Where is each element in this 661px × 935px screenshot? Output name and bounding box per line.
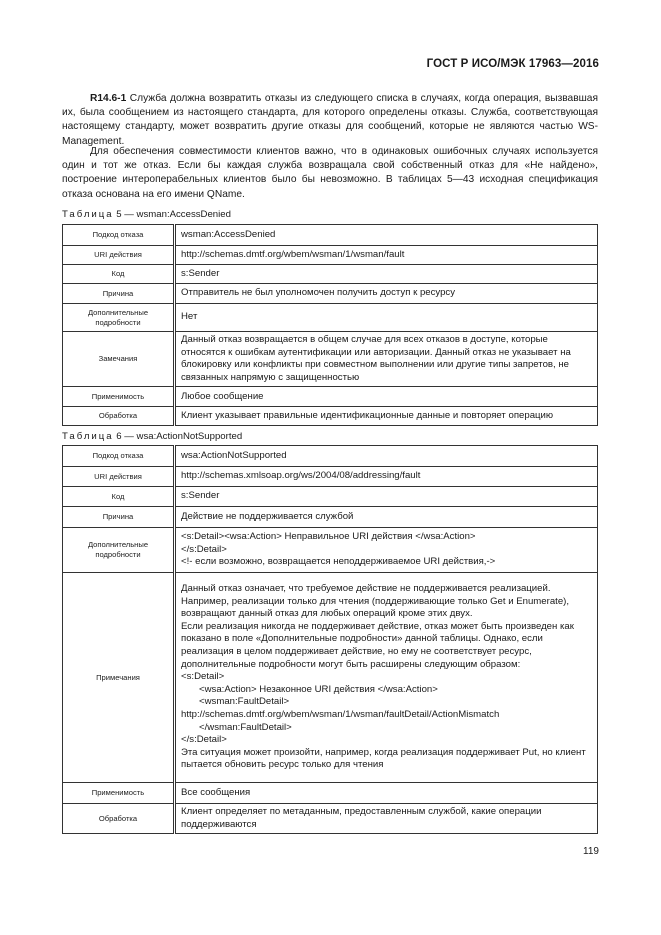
caption-prefix: Таблица [62, 209, 114, 220]
row-value: wsa:ActionNotSupported [175, 446, 598, 467]
detail-line: <!- если возможно, возвращается неподдерживаемое URI действия,-> [181, 556, 496, 568]
table-row [63, 446, 598, 467]
row-value: s:Sender [175, 487, 598, 507]
row-key: Код [63, 487, 175, 507]
row-key: Замечания [63, 332, 175, 387]
table-row [63, 225, 598, 246]
row-value: http://schemas.xmlsoap.org/ws/2004/08/addressing/fault [175, 467, 598, 487]
requirement-id: R14.6-1 [90, 93, 127, 104]
paragraph-text: Служба должна возвратить отказы из следующего списка в случаях, когда операция, вызвавшая их, была сообщением из настоящего стандарта, для которого определены отказы. Служба, соответствующая настоящему стандарту, может возвратить другие отказы для сообщений, которые не являются частью WS-Management. [62, 93, 598, 147]
code-line: <wsman:FaultDetail> [199, 696, 290, 708]
detail-line: <s:Detail><wsa:Action> Неправильное URI действия </wsa:Action> [181, 531, 476, 543]
table-access-denied [62, 224, 598, 426]
paragraph-compatibility: Для обеспечения совместимости клиентов важно, что в одинаковых ошибочных случаях используется один и тот же отказ. Если бы каждая служба возвращала свой собственный отказ для «Не найдено», построение интероперабельных клиентов было бы невозможно. В таблицах 5—43 исходная спецификация отказа основана на его имени QName. [62, 146, 598, 200]
row-value: Нет [175, 304, 598, 332]
row-value: Клиент определяет по метаданным, предоставленным службой, какие операции поддерживаются [175, 804, 598, 834]
row-key: Причина [63, 507, 175, 528]
row-key: Применимость [63, 387, 175, 407]
row-value: Любое сообщение [175, 387, 598, 407]
caption-prefix: Таблица [62, 431, 114, 442]
row-value: Отправитель не был уполномочен получить доступ к ресурсу [175, 284, 598, 304]
note-paragraph: Эта ситуация может произойти, например, когда реализация поддерживает Put, но клиент пытается обновить ресурс только для чтения [181, 746, 586, 771]
table-row [63, 304, 598, 332]
row-key: Обработка [63, 804, 175, 834]
row-value [175, 528, 598, 573]
row-key: Код [63, 265, 175, 284]
caption-title: 5 — wsman:AccessDenied [116, 209, 231, 220]
row-value: Клиент указывает правильные идентификационные данные и повторяет операцию [175, 407, 598, 426]
table-row [63, 804, 598, 834]
row-value: wsman:AccessDenied [175, 225, 598, 246]
table-row [63, 507, 598, 528]
note-paragraph: Например, реализации только для чтения (поддерживающие только Get и Enumerate), возвращают данный отказ для любых операций кроме этих двух. [181, 595, 570, 620]
row-key: Дополнительные подробности [63, 528, 175, 573]
table-row [63, 284, 598, 304]
table5-caption [62, 209, 231, 220]
row-key: Примечания [63, 573, 175, 783]
row-key: Подкод отказа [63, 446, 175, 467]
note-paragraph: Данный отказ означает, что требуемое действие не поддерживается реализацией. [181, 583, 551, 595]
row-key: URI действия [63, 246, 175, 265]
row-value: Данный отказ возвращается в общем случае для всех отказов в доступе, которые относятся к ошибкам аутентификации или авторизации. Данный отказ не указывает на блокировку или конфликты при совместном выполнении или другие типы запретов, не связанных напрямую с защищенностью [175, 332, 598, 387]
code-line: http://schemas.dmtf.org/wbem/wsman/1/wsman/faultDetail/ActionMismatch [181, 708, 500, 720]
row-value: s:Sender [175, 265, 598, 284]
table-row [63, 487, 598, 507]
table-row [63, 265, 598, 284]
row-value [175, 573, 598, 783]
table6-caption [62, 431, 242, 442]
row-key: Подкод отказа [63, 225, 175, 246]
caption-title: 6 — wsa:ActionNotSupported [116, 431, 243, 442]
code-line: <wsa:Action> Незаконное URI действия </wsa:Action> [199, 683, 438, 695]
table-row [63, 528, 598, 573]
table-row [63, 783, 598, 804]
row-key: Применимость [63, 783, 175, 804]
code-line: <s:Detail> [181, 671, 225, 683]
row-key: Обработка [63, 407, 175, 426]
row-key: Дополнительные подробности [63, 304, 175, 332]
row-value: Все сообщения [175, 783, 598, 804]
table-row [63, 246, 598, 265]
table-action-not-supported [62, 445, 598, 834]
row-key: URI действия [63, 467, 175, 487]
row-value: Действие не поддерживается службой [175, 507, 598, 528]
row-key: Причина [63, 284, 175, 304]
table-row [63, 467, 598, 487]
table-row [63, 332, 598, 387]
page-number: 119 [583, 846, 599, 857]
detail-line: </s:Detail> [181, 543, 227, 555]
note-paragraph: Если реализация никогда не поддерживает действие, отказ может быть произведен как показано в поле «Дополнительные подробности» данной таблицы. Однако, если реализация в целом поддерживает действие, но ему не соответствует ресурс, дополнительные подробности могут быть расширены следующим образом: [181, 620, 574, 670]
table-row [63, 387, 598, 407]
paragraph-r14-6-1 [62, 92, 598, 149]
code-line: </s:Detail> [181, 734, 227, 746]
table-row [63, 573, 598, 783]
document-header: ГОСТ Р ИСО/МЭК 17963—2016 [426, 58, 599, 70]
table-row [63, 407, 598, 426]
code-line: </wsman:FaultDetail> [199, 721, 292, 733]
row-value: http://schemas.dmtf.org/wbem/wsman/1/wsman/fault [175, 246, 598, 265]
